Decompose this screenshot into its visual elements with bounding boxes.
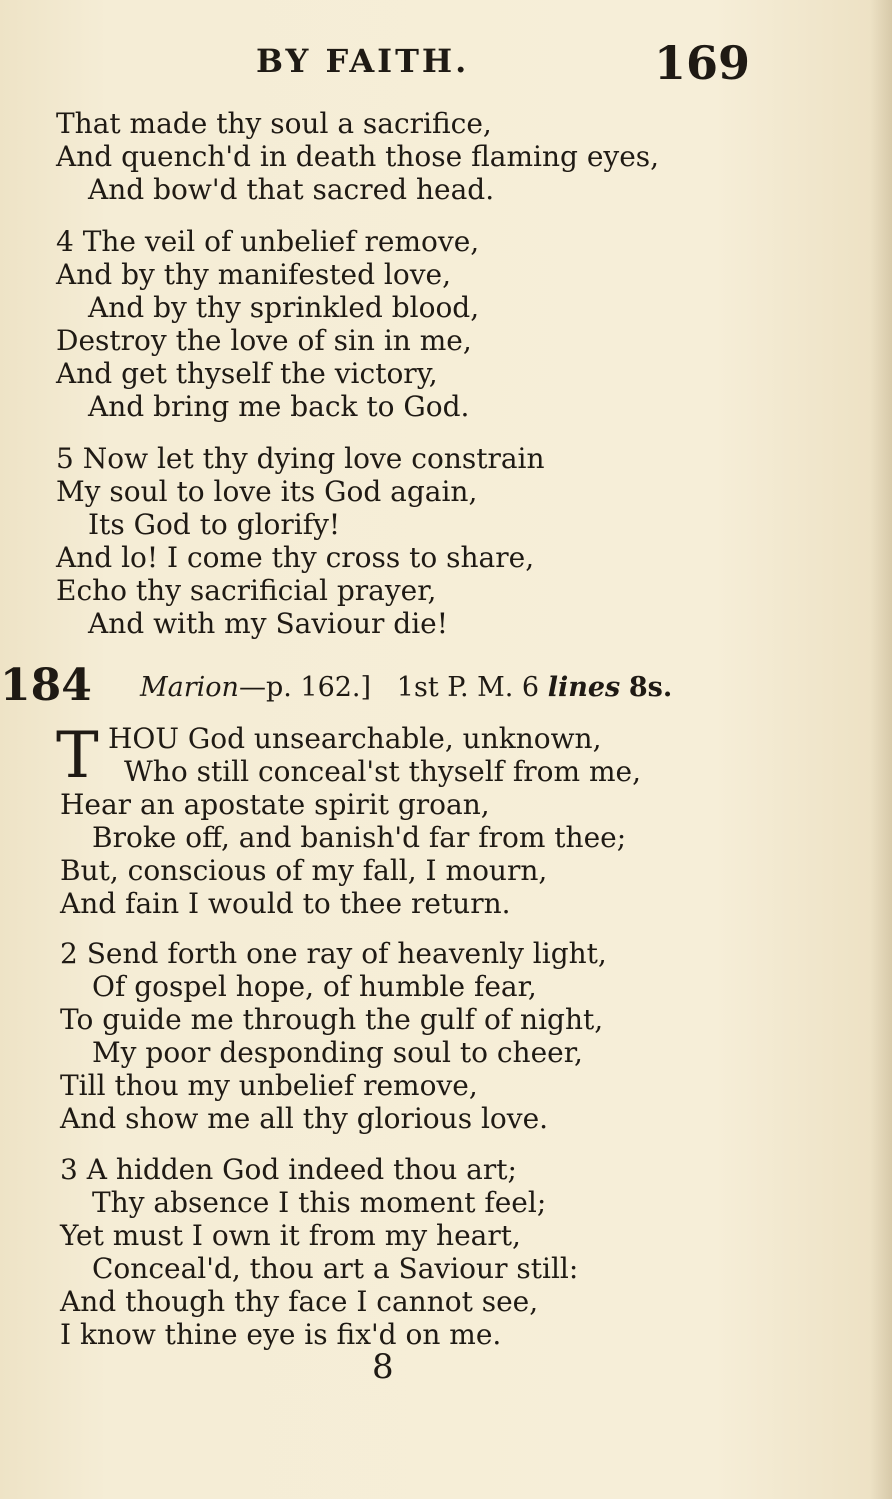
verse-line: HOU God unsearchable, unknown,: [108, 722, 602, 755]
hymn-number: 184: [0, 660, 92, 711]
verse-line: Its God to glorify!: [88, 508, 341, 541]
verse-line: Yet must I own it from my heart,: [60, 1219, 521, 1252]
verse-line: 5 Now let thy dying love constrain: [56, 442, 545, 475]
verse-line: 4 The veil of unbelief remove,: [56, 225, 480, 258]
page-reference: —p. 162.]: [238, 672, 372, 703]
verse-line: Hear an apostate spirit groan,: [60, 788, 490, 821]
verse-line: That made thy soul a sacrifice,: [56, 107, 492, 140]
meter-end: 8s.: [628, 672, 673, 703]
verse-line: And fain I would to thee return.: [60, 887, 511, 920]
verse-line: Thy absence I this moment feel;: [92, 1186, 547, 1219]
page-number: 169: [654, 36, 751, 90]
tune-name: Marion: [140, 672, 239, 703]
verse-line: Broke off, and banish'd far from thee;: [92, 821, 627, 854]
drop-cap: T: [56, 719, 99, 793]
verse-line: Of gospel hope, of humble fear,: [92, 970, 537, 1003]
verse-line: I know thine eye is fix'd on me.: [60, 1318, 502, 1351]
hymn-header: [140, 674, 672, 701]
verse-line: And by thy sprinkled blood,: [88, 291, 480, 324]
verse-line: But, conscious of my fall, I mourn,: [60, 854, 548, 887]
verse-line: To guide me through the gulf of night,: [60, 1003, 604, 1036]
meter-lines: lines: [547, 672, 621, 703]
verse-line: And bow'd that sacred head.: [88, 173, 495, 206]
signature-mark: 8: [372, 1347, 394, 1387]
verse-line: And get thyself the victory,: [56, 357, 438, 390]
verse-line: And show me all thy glorious love.: [60, 1102, 549, 1135]
page-edge-shadow: [870, 0, 892, 1499]
verse-line: 2 Send forth one ray of heavenly light,: [60, 937, 607, 970]
verse-line: And lo! I come thy cross to share,: [56, 541, 535, 574]
verse-line: Conceal'd, thou art a Saviour still:: [92, 1252, 579, 1285]
verse-line: And though thy face I cannot see,: [60, 1285, 539, 1318]
verse-line: My soul to love its God again,: [56, 475, 478, 508]
verse-line: 3 A hidden God indeed thou art;: [60, 1153, 517, 1186]
verse-line: Destroy the love of sin in me,: [56, 324, 472, 357]
verse-line: And by thy manifested love,: [56, 258, 452, 291]
verse-line: And quench'd in death those flaming eyes,: [56, 140, 660, 173]
verse-line: Echo thy sacrificial prayer,: [56, 574, 437, 607]
meter: 1st P. M. 6: [396, 672, 540, 703]
verse-line: My poor desponding soul to cheer,: [92, 1036, 583, 1069]
verse-line: Till thou my unbelief remove,: [60, 1069, 478, 1102]
verse-line: And with my Saviour die!: [88, 607, 448, 640]
verse-line: And bring me back to God.: [88, 390, 470, 423]
running-head: BY FAITH.: [256, 42, 470, 80]
verse-line: Who still conceal'st thyself from me,: [124, 755, 641, 788]
